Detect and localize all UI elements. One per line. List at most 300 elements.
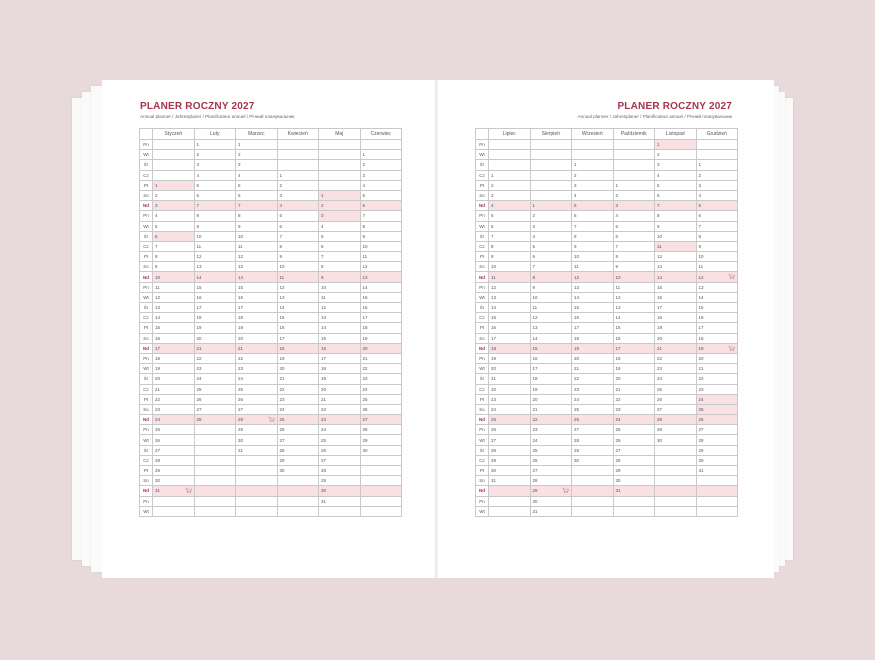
day-cell[interactable] xyxy=(655,435,697,445)
day-cell[interactable] xyxy=(194,140,236,150)
day-cell[interactable] xyxy=(489,374,531,384)
day-cell[interactable] xyxy=(319,435,361,445)
day-cell[interactable] xyxy=(696,313,738,323)
day-cell[interactable] xyxy=(655,466,697,476)
day-cell[interactable] xyxy=(277,333,319,343)
day-cell[interactable] xyxy=(530,343,572,353)
day-cell[interactable] xyxy=(153,486,195,496)
day-cell[interactable] xyxy=(153,435,195,445)
day-cell[interactable] xyxy=(153,506,195,516)
day-cell[interactable] xyxy=(277,313,319,323)
day-cell[interactable] xyxy=(613,425,655,435)
day-cell[interactable] xyxy=(319,282,361,292)
day-cell[interactable] xyxy=(194,180,236,190)
day-cell[interactable] xyxy=(319,384,361,394)
day-cell[interactable] xyxy=(489,323,531,333)
day-cell[interactable] xyxy=(319,252,361,262)
day-cell[interactable] xyxy=(489,241,531,251)
day-cell[interactable] xyxy=(236,374,278,384)
day-cell[interactable] xyxy=(194,333,236,343)
day-cell[interactable] xyxy=(319,170,361,180)
day-cell[interactable] xyxy=(236,445,278,455)
day-cell[interactable] xyxy=(655,445,697,455)
day-cell[interactable] xyxy=(236,486,278,496)
day-cell[interactable] xyxy=(655,455,697,465)
day-cell[interactable] xyxy=(489,282,531,292)
day-cell[interactable] xyxy=(489,496,531,506)
day-cell[interactable] xyxy=(489,211,531,221)
day-cell[interactable] xyxy=(572,415,614,425)
day-cell[interactable] xyxy=(655,486,697,496)
day-cell[interactable] xyxy=(572,353,614,363)
day-cell[interactable] xyxy=(696,231,738,241)
day-cell[interactable] xyxy=(572,496,614,506)
day-cell[interactable] xyxy=(319,425,361,435)
day-cell[interactable] xyxy=(319,455,361,465)
day-cell[interactable] xyxy=(572,241,614,251)
day-cell[interactable] xyxy=(696,303,738,313)
day-cell[interactable] xyxy=(655,364,697,374)
day-cell[interactable] xyxy=(277,404,319,414)
day-cell[interactable] xyxy=(613,343,655,353)
day-cell[interactable] xyxy=(277,445,319,455)
day-cell[interactable] xyxy=(194,323,236,333)
day-cell[interactable] xyxy=(153,252,195,262)
day-cell[interactable] xyxy=(194,221,236,231)
day-cell[interactable] xyxy=(696,252,738,262)
day-cell[interactable] xyxy=(572,262,614,272)
day-cell[interactable] xyxy=(613,303,655,313)
day-cell[interactable] xyxy=(613,252,655,262)
day-cell[interactable] xyxy=(360,384,402,394)
day-cell[interactable] xyxy=(696,262,738,272)
day-cell[interactable] xyxy=(655,231,697,241)
day-cell[interactable] xyxy=(572,394,614,404)
day-cell[interactable] xyxy=(153,333,195,343)
day-cell[interactable] xyxy=(153,231,195,241)
day-cell[interactable] xyxy=(613,466,655,476)
day-cell[interactable] xyxy=(319,241,361,251)
day-cell[interactable] xyxy=(153,374,195,384)
day-cell[interactable] xyxy=(194,241,236,251)
day-cell[interactable] xyxy=(236,241,278,251)
day-cell[interactable] xyxy=(194,262,236,272)
day-cell[interactable] xyxy=(489,364,531,374)
day-cell[interactable] xyxy=(277,425,319,435)
day-cell[interactable] xyxy=(530,262,572,272)
day-cell[interactable] xyxy=(613,282,655,292)
day-cell[interactable] xyxy=(236,455,278,465)
day-cell[interactable] xyxy=(277,374,319,384)
day-cell[interactable] xyxy=(194,415,236,425)
day-cell[interactable] xyxy=(655,313,697,323)
day-cell[interactable] xyxy=(360,292,402,302)
day-cell[interactable] xyxy=(277,455,319,465)
day-cell[interactable] xyxy=(613,201,655,211)
day-cell[interactable] xyxy=(277,343,319,353)
day-cell[interactable] xyxy=(236,190,278,200)
day-cell[interactable] xyxy=(655,190,697,200)
day-cell[interactable] xyxy=(194,384,236,394)
day-cell[interactable] xyxy=(696,353,738,363)
day-cell[interactable] xyxy=(613,292,655,302)
day-cell[interactable] xyxy=(153,140,195,150)
day-cell[interactable] xyxy=(319,353,361,363)
day-cell[interactable] xyxy=(153,384,195,394)
day-cell[interactable] xyxy=(277,241,319,251)
day-cell[interactable] xyxy=(572,282,614,292)
day-cell[interactable] xyxy=(696,394,738,404)
day-cell[interactable] xyxy=(696,180,738,190)
day-cell[interactable] xyxy=(319,374,361,384)
day-cell[interactable] xyxy=(360,303,402,313)
day-cell[interactable] xyxy=(277,466,319,476)
day-cell[interactable] xyxy=(277,486,319,496)
day-cell[interactable] xyxy=(277,323,319,333)
day-cell[interactable] xyxy=(530,292,572,302)
day-cell[interactable] xyxy=(360,201,402,211)
day-cell[interactable] xyxy=(696,323,738,333)
day-cell[interactable] xyxy=(236,394,278,404)
day-cell[interactable] xyxy=(613,180,655,190)
day-cell[interactable] xyxy=(360,343,402,353)
day-cell[interactable] xyxy=(319,190,361,200)
day-cell[interactable] xyxy=(319,333,361,343)
day-cell[interactable] xyxy=(360,394,402,404)
day-cell[interactable] xyxy=(530,425,572,435)
day-cell[interactable] xyxy=(489,231,531,241)
day-cell[interactable] xyxy=(530,404,572,414)
day-cell[interactable] xyxy=(360,272,402,282)
day-cell[interactable] xyxy=(655,211,697,221)
day-cell[interactable] xyxy=(277,160,319,170)
day-cell[interactable] xyxy=(236,221,278,231)
day-cell[interactable] xyxy=(613,404,655,414)
day-cell[interactable] xyxy=(696,425,738,435)
day-cell[interactable] xyxy=(572,364,614,374)
day-cell[interactable] xyxy=(277,394,319,404)
day-cell[interactable] xyxy=(530,150,572,160)
day-cell[interactable] xyxy=(655,303,697,313)
day-cell[interactable] xyxy=(153,160,195,170)
day-cell[interactable] xyxy=(572,170,614,180)
day-cell[interactable] xyxy=(194,486,236,496)
day-cell[interactable] xyxy=(194,201,236,211)
day-cell[interactable] xyxy=(194,343,236,353)
day-cell[interactable] xyxy=(277,292,319,302)
day-cell[interactable] xyxy=(655,282,697,292)
day-cell[interactable] xyxy=(530,190,572,200)
day-cell[interactable] xyxy=(572,425,614,435)
day-cell[interactable] xyxy=(489,384,531,394)
day-cell[interactable] xyxy=(277,272,319,282)
day-cell[interactable] xyxy=(360,150,402,160)
day-cell[interactable] xyxy=(489,394,531,404)
day-cell[interactable] xyxy=(489,455,531,465)
day-cell[interactable] xyxy=(613,384,655,394)
day-cell[interactable] xyxy=(360,476,402,486)
day-cell[interactable] xyxy=(572,486,614,496)
day-cell[interactable] xyxy=(530,140,572,150)
day-cell[interactable] xyxy=(360,333,402,343)
day-cell[interactable] xyxy=(572,466,614,476)
day-cell[interactable] xyxy=(655,506,697,516)
day-cell[interactable] xyxy=(153,466,195,476)
day-cell[interactable] xyxy=(572,323,614,333)
day-cell[interactable] xyxy=(655,333,697,343)
day-cell[interactable] xyxy=(153,313,195,323)
day-cell[interactable] xyxy=(696,374,738,384)
day-cell[interactable] xyxy=(655,262,697,272)
day-cell[interactable] xyxy=(613,455,655,465)
day-cell[interactable] xyxy=(236,201,278,211)
day-cell[interactable] xyxy=(319,394,361,404)
day-cell[interactable] xyxy=(489,221,531,231)
day-cell[interactable] xyxy=(236,303,278,313)
day-cell[interactable] xyxy=(236,170,278,180)
day-cell[interactable] xyxy=(530,303,572,313)
day-cell[interactable] xyxy=(530,445,572,455)
day-cell[interactable] xyxy=(319,211,361,221)
day-cell[interactable] xyxy=(319,150,361,160)
day-cell[interactable] xyxy=(489,353,531,363)
day-cell[interactable] xyxy=(489,486,531,496)
day-cell[interactable] xyxy=(613,140,655,150)
day-cell[interactable] xyxy=(153,343,195,353)
day-cell[interactable] xyxy=(194,303,236,313)
day-cell[interactable] xyxy=(655,221,697,231)
day-cell[interactable] xyxy=(153,190,195,200)
day-cell[interactable] xyxy=(277,353,319,363)
day-cell[interactable] xyxy=(360,415,402,425)
day-cell[interactable] xyxy=(153,425,195,435)
day-cell[interactable] xyxy=(530,272,572,282)
day-cell[interactable] xyxy=(530,394,572,404)
day-cell[interactable] xyxy=(194,404,236,414)
day-cell[interactable] xyxy=(530,160,572,170)
day-cell[interactable] xyxy=(696,160,738,170)
day-cell[interactable] xyxy=(277,190,319,200)
day-cell[interactable] xyxy=(153,262,195,272)
day-cell[interactable] xyxy=(277,140,319,150)
day-cell[interactable] xyxy=(277,150,319,160)
day-cell[interactable] xyxy=(530,231,572,241)
day-cell[interactable] xyxy=(360,353,402,363)
day-cell[interactable] xyxy=(319,323,361,333)
day-cell[interactable] xyxy=(153,455,195,465)
day-cell[interactable] xyxy=(530,323,572,333)
day-cell[interactable] xyxy=(613,241,655,251)
day-cell[interactable] xyxy=(572,292,614,302)
day-cell[interactable] xyxy=(319,415,361,425)
day-cell[interactable] xyxy=(613,313,655,323)
day-cell[interactable] xyxy=(319,231,361,241)
day-cell[interactable] xyxy=(572,384,614,394)
day-cell[interactable] xyxy=(319,404,361,414)
day-cell[interactable] xyxy=(236,292,278,302)
day-cell[interactable] xyxy=(572,180,614,190)
day-cell[interactable] xyxy=(530,241,572,251)
day-cell[interactable] xyxy=(360,313,402,323)
day-cell[interactable] xyxy=(153,415,195,425)
day-cell[interactable] xyxy=(572,140,614,150)
day-cell[interactable] xyxy=(489,180,531,190)
day-cell[interactable] xyxy=(236,282,278,292)
day-cell[interactable] xyxy=(696,190,738,200)
day-cell[interactable] xyxy=(153,364,195,374)
day-cell[interactable] xyxy=(655,201,697,211)
day-cell[interactable] xyxy=(319,262,361,272)
day-cell[interactable] xyxy=(236,272,278,282)
day-cell[interactable] xyxy=(277,303,319,313)
day-cell[interactable] xyxy=(530,415,572,425)
day-cell[interactable] xyxy=(489,190,531,200)
day-cell[interactable] xyxy=(153,476,195,486)
day-cell[interactable] xyxy=(655,180,697,190)
day-cell[interactable] xyxy=(360,455,402,465)
day-cell[interactable] xyxy=(194,252,236,262)
day-cell[interactable] xyxy=(236,425,278,435)
day-cell[interactable] xyxy=(696,140,738,150)
day-cell[interactable] xyxy=(696,404,738,414)
day-cell[interactable] xyxy=(489,333,531,343)
day-cell[interactable] xyxy=(696,496,738,506)
day-cell[interactable] xyxy=(655,140,697,150)
day-cell[interactable] xyxy=(360,170,402,180)
day-cell[interactable] xyxy=(530,486,572,496)
day-cell[interactable] xyxy=(153,496,195,506)
day-cell[interactable] xyxy=(319,303,361,313)
day-cell[interactable] xyxy=(613,160,655,170)
day-cell[interactable] xyxy=(194,506,236,516)
day-cell[interactable] xyxy=(236,364,278,374)
day-cell[interactable] xyxy=(277,476,319,486)
day-cell[interactable] xyxy=(696,486,738,496)
day-cell[interactable] xyxy=(530,384,572,394)
day-cell[interactable] xyxy=(572,333,614,343)
day-cell[interactable] xyxy=(194,160,236,170)
day-cell[interactable] xyxy=(655,170,697,180)
day-cell[interactable] xyxy=(360,231,402,241)
day-cell[interactable] xyxy=(613,394,655,404)
day-cell[interactable] xyxy=(613,364,655,374)
day-cell[interactable] xyxy=(360,506,402,516)
day-cell[interactable] xyxy=(194,292,236,302)
day-cell[interactable] xyxy=(530,282,572,292)
day-cell[interactable] xyxy=(655,476,697,486)
day-cell[interactable] xyxy=(236,343,278,353)
day-cell[interactable] xyxy=(572,506,614,516)
day-cell[interactable] xyxy=(236,466,278,476)
day-cell[interactable] xyxy=(236,150,278,160)
day-cell[interactable] xyxy=(277,435,319,445)
day-cell[interactable] xyxy=(655,384,697,394)
day-cell[interactable] xyxy=(319,313,361,323)
day-cell[interactable] xyxy=(360,160,402,170)
day-cell[interactable] xyxy=(613,170,655,180)
day-cell[interactable] xyxy=(236,180,278,190)
day-cell[interactable] xyxy=(360,425,402,435)
day-cell[interactable] xyxy=(319,466,361,476)
day-cell[interactable] xyxy=(277,252,319,262)
day-cell[interactable] xyxy=(655,272,697,282)
day-cell[interactable] xyxy=(613,190,655,200)
day-cell[interactable] xyxy=(613,231,655,241)
day-cell[interactable] xyxy=(153,201,195,211)
day-cell[interactable] xyxy=(194,425,236,435)
day-cell[interactable] xyxy=(236,506,278,516)
day-cell[interactable] xyxy=(655,241,697,251)
day-cell[interactable] xyxy=(696,445,738,455)
day-cell[interactable] xyxy=(194,496,236,506)
day-cell[interactable] xyxy=(153,211,195,221)
day-cell[interactable] xyxy=(613,333,655,343)
day-cell[interactable] xyxy=(696,221,738,231)
day-cell[interactable] xyxy=(153,282,195,292)
day-cell[interactable] xyxy=(613,486,655,496)
day-cell[interactable] xyxy=(530,333,572,343)
day-cell[interactable] xyxy=(194,150,236,160)
day-cell[interactable] xyxy=(696,384,738,394)
day-cell[interactable] xyxy=(530,180,572,190)
day-cell[interactable] xyxy=(319,180,361,190)
day-cell[interactable] xyxy=(319,343,361,353)
day-cell[interactable] xyxy=(236,252,278,262)
day-cell[interactable] xyxy=(277,364,319,374)
day-cell[interactable] xyxy=(319,486,361,496)
day-cell[interactable] xyxy=(236,384,278,394)
day-cell[interactable] xyxy=(236,313,278,323)
day-cell[interactable] xyxy=(613,150,655,160)
day-cell[interactable] xyxy=(696,272,738,282)
day-cell[interactable] xyxy=(696,241,738,251)
day-cell[interactable] xyxy=(236,353,278,363)
day-cell[interactable] xyxy=(696,343,738,353)
day-cell[interactable] xyxy=(319,476,361,486)
day-cell[interactable] xyxy=(696,201,738,211)
day-cell[interactable] xyxy=(530,466,572,476)
day-cell[interactable] xyxy=(194,231,236,241)
day-cell[interactable] xyxy=(360,252,402,262)
day-cell[interactable] xyxy=(572,221,614,231)
day-cell[interactable] xyxy=(696,506,738,516)
day-cell[interactable] xyxy=(360,221,402,231)
day-cell[interactable] xyxy=(655,353,697,363)
day-cell[interactable] xyxy=(236,435,278,445)
day-cell[interactable] xyxy=(489,292,531,302)
day-cell[interactable] xyxy=(153,180,195,190)
day-cell[interactable] xyxy=(319,221,361,231)
day-cell[interactable] xyxy=(360,282,402,292)
day-cell[interactable] xyxy=(153,353,195,363)
day-cell[interactable] xyxy=(153,170,195,180)
day-cell[interactable] xyxy=(194,282,236,292)
day-cell[interactable] xyxy=(655,160,697,170)
day-cell[interactable] xyxy=(572,231,614,241)
day-cell[interactable] xyxy=(572,150,614,160)
day-cell[interactable] xyxy=(360,140,402,150)
day-cell[interactable] xyxy=(194,455,236,465)
day-cell[interactable] xyxy=(696,415,738,425)
day-cell[interactable] xyxy=(277,384,319,394)
day-cell[interactable] xyxy=(613,445,655,455)
day-cell[interactable] xyxy=(277,211,319,221)
day-cell[interactable] xyxy=(613,496,655,506)
day-cell[interactable] xyxy=(489,303,531,313)
day-cell[interactable] xyxy=(489,435,531,445)
day-cell[interactable] xyxy=(572,435,614,445)
day-cell[interactable] xyxy=(572,404,614,414)
